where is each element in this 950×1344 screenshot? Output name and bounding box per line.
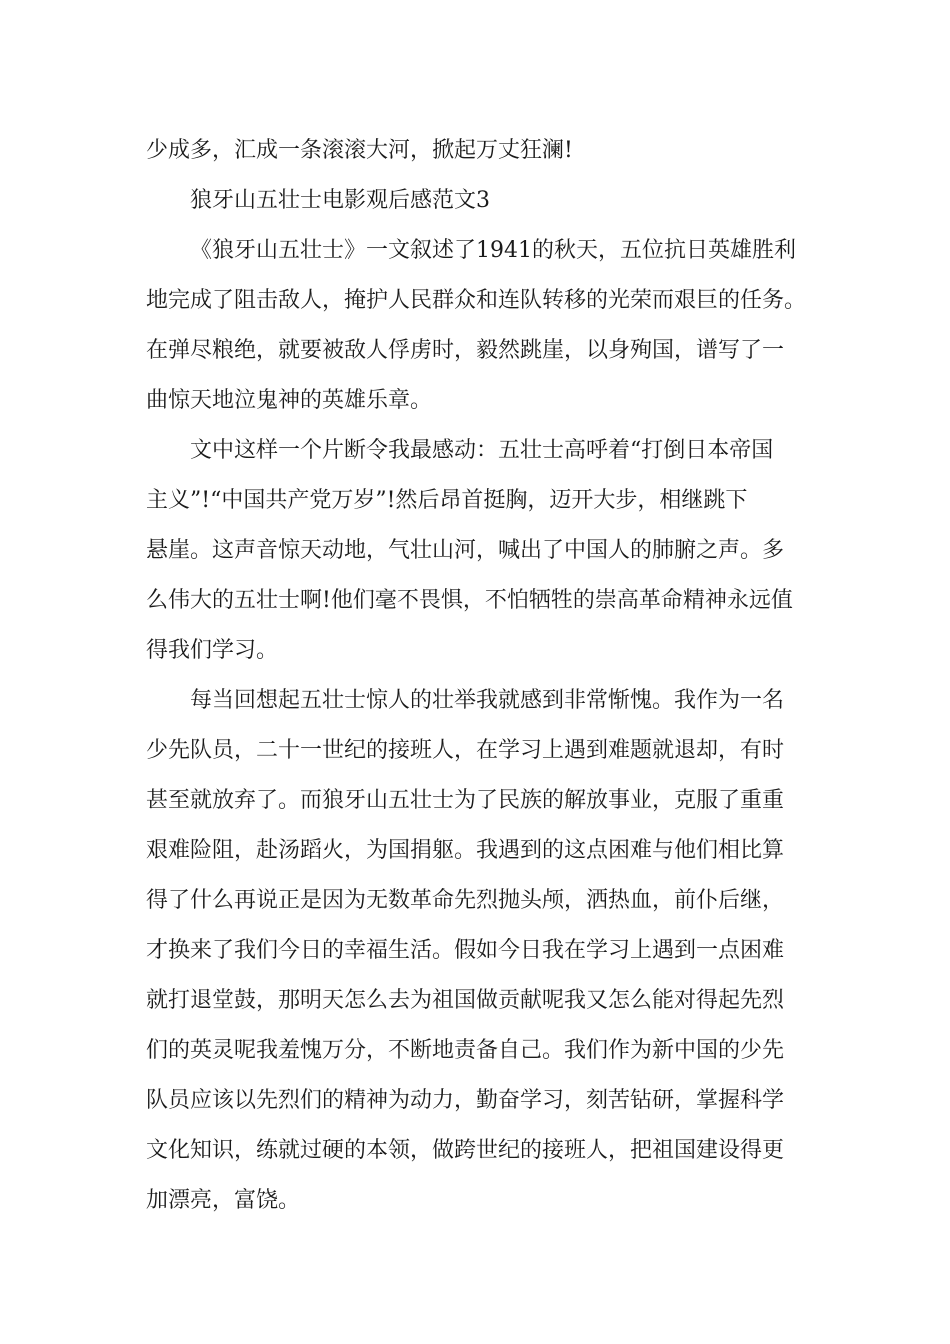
text-line: 曲惊天地泣鬼神的英雄乐章。	[146, 388, 433, 413]
text-line: 才换来了我们今日的幸福生活。假如今日我在学习上遇到一点困难	[146, 938, 785, 963]
text-line: 少成多，汇成一条滚滚大河，掀起万丈狂澜!	[146, 138, 573, 163]
text-line: 队员应该以先烈们的精神为动力，勤奋学习，刻苦钻研，掌握科学	[146, 1088, 785, 1113]
text-line: 们的英灵呢我羞愧万分，不断地责备自己。我们作为新中国的少先	[146, 1038, 785, 1063]
text-line: 艰难险阻，赴汤蹈火，为国捐躯。我遇到的这点困难与他们相比算	[146, 838, 785, 863]
text-line: 文中这样一个片断令我最感动：五壮士高呼着“打倒日本帝国	[190, 438, 774, 463]
text-line: 得了什么再说正是因为无数革命先烈抛头颅，洒热血，前仆后继，	[146, 888, 785, 913]
text-line: 就打退堂鼓，那明天怎么去为祖国做贡献呢我又怎么能对得起先烈	[146, 988, 785, 1013]
text-line: 么伟大的五壮士啊!他们毫不畏惧，不怕牺牲的崇高革命精神永远值	[146, 588, 793, 613]
text-line: 地完成了阻击敌人，掩护人民群众和连队转移的光荣而艰巨的任务。	[146, 288, 807, 313]
text-line: 《狼牙山五壮士》一文叙述了1941的秋天，五位抗日英雄胜利	[190, 238, 796, 263]
text-line: 主义”!“中国共产党万岁”!然后昂首挺胸，迈开大步，相继跳下	[146, 488, 748, 513]
section-heading: 狼牙山五壮士电影观后感范文3	[190, 188, 490, 213]
text-line: 文化知识，练就过硬的本领，做跨世纪的接班人，把祖国建设得更	[146, 1138, 785, 1163]
text-line: 在弹尽粮绝，就要被敌人俘虏时，毅然跳崖，以身殉国，谱写了一	[146, 338, 785, 363]
text-line: 悬崖。这声音惊天动地，气壮山河，喊出了中国人的肺腑之声。多	[146, 538, 785, 563]
text-line: 加漂亮，富饶。	[146, 1188, 301, 1213]
text-line: 甚至就放弃了。而狼牙山五壮士为了民族的解放事业，克服了重重	[146, 788, 785, 813]
text-line: 得我们学习。	[146, 638, 279, 663]
text-line: 每当回想起五壮士惊人的壮举我就感到非常惭愧。我作为一名	[190, 688, 785, 713]
text-line: 少先队员，二十一世纪的接班人，在学习上遇到难题就退却，有时	[146, 738, 785, 763]
